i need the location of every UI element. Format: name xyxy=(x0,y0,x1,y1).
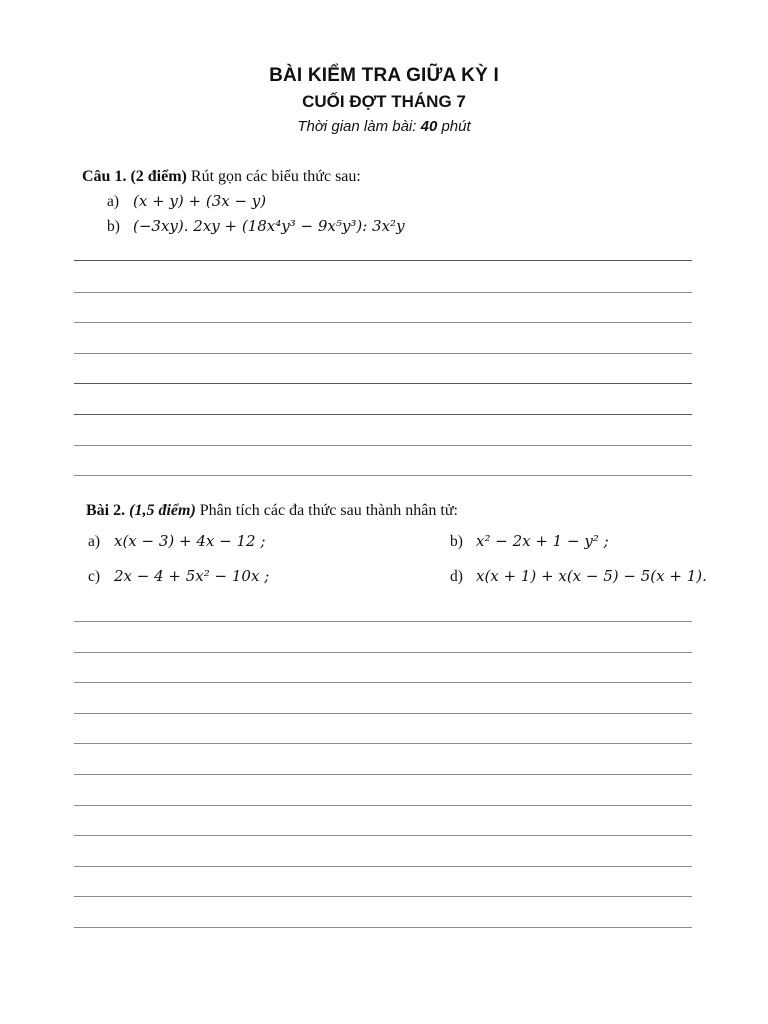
q1-item-b-label: b) xyxy=(107,218,120,235)
q2-item-c-label: c) xyxy=(88,568,101,585)
q1-heading xyxy=(82,166,361,188)
q2-item-a-label: a) xyxy=(88,533,101,550)
q2-item-d-label: d) xyxy=(450,568,463,585)
q2-points: (1,5 điểm) xyxy=(129,502,196,519)
q1-points: (2 điểm) xyxy=(130,168,187,185)
time-unit: phút xyxy=(437,118,471,135)
q1-prompt: Rút gọn các biểu thức sau: xyxy=(190,168,361,185)
answer-line xyxy=(74,445,692,446)
answer-line xyxy=(74,621,692,622)
q2-item-b-expr: x² − 2x + 1 − y² ; xyxy=(476,532,609,550)
exam-title: BÀI KIỂM TRA GIỮA KỲ I xyxy=(269,65,499,86)
q2-item-b xyxy=(450,530,609,553)
time-label: Thời gian làm bài: xyxy=(297,118,421,135)
answer-line xyxy=(74,414,692,415)
answer-line xyxy=(74,652,692,653)
answer-line xyxy=(74,835,692,836)
q1-item-a xyxy=(107,190,266,213)
answer-line xyxy=(74,322,692,323)
answer-line xyxy=(74,475,692,476)
q2-item-d-expr: x(x + 1) + x(x − 5) − 5(x + 1). xyxy=(476,567,707,585)
q2-prompt: Phân tích các đa thức sau thành nhân tử: xyxy=(199,502,458,519)
q2-item-d xyxy=(450,565,707,588)
answer-line xyxy=(74,713,692,714)
answer-line xyxy=(74,896,692,897)
q1-item-b xyxy=(107,215,405,238)
exam-subtitle: CUỐI ĐỢT THÁNG 7 xyxy=(302,92,466,111)
time-value: 40 xyxy=(420,118,438,135)
q2-item-a xyxy=(88,530,265,553)
answer-line xyxy=(74,383,692,384)
answer-line xyxy=(74,743,692,744)
exam-time xyxy=(0,116,768,138)
q2-label: Bài 2. xyxy=(86,502,126,519)
q2-item-c-expr: 2x − 4 + 5x² − 10x ; xyxy=(114,567,270,585)
q2-item-a-expr: x(x − 3) + 4x − 12 ; xyxy=(114,532,266,550)
answer-line xyxy=(74,353,692,354)
answer-line xyxy=(74,292,692,293)
exam-header xyxy=(0,64,768,138)
q1-item-a-expr: (x + y) + (3x − y) xyxy=(133,192,267,210)
answer-line xyxy=(74,805,692,806)
q1-item-a-label: a) xyxy=(107,193,120,210)
answer-line xyxy=(74,866,692,867)
answer-line xyxy=(74,927,692,928)
q2-item-c xyxy=(88,565,269,588)
q2-heading xyxy=(86,500,458,522)
answer-line xyxy=(74,682,692,683)
answer-line xyxy=(74,774,692,775)
q2-item-b-label: b) xyxy=(450,533,463,550)
answer-line xyxy=(74,260,692,261)
q1-item-b-expr: (−3xy). 2xy + (18x⁴y³ − 9x⁵y³): 3x²y xyxy=(133,217,405,235)
q1-label: Câu 1. xyxy=(82,168,127,185)
